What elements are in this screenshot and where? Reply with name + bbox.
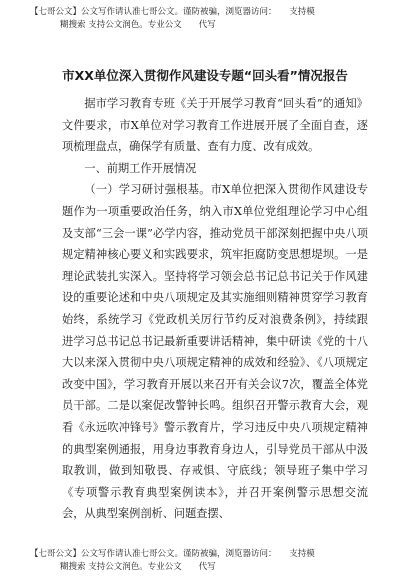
intro-paragraph: 据市学习教育专班《关于开展学习教育“回头看”的通知》文件要求，市X单位对学习教育工作进展开展了全面自查，逐项梳理盘点，确保学有质量、查有力度、改有成效。 bbox=[62, 97, 368, 154]
footer-line-1: 【七哥公文】公文写作请认准七哥公文。谨防被骗，浏览器访问： 支持模 bbox=[30, 549, 315, 559]
section-heading: 一、前期工作开展情况 bbox=[84, 161, 197, 175]
header-line-1: 【七哥公文】公文写作请认准七哥公文。谨防被骗，浏览器访问： 支持模 bbox=[30, 7, 315, 17]
page-header bbox=[30, 6, 390, 32]
document-body bbox=[62, 93, 368, 525]
body-paragraph: （一）学习研讨强根基。市X单位把深入贯彻作风建设专题作为一项重要政治任务，纳入市X单位党组理论学习中心组及支部“三会一课”必学内容，推动党员干部深刻把握中央八项规定精神核心要义和实践要求，筑牢拒腐防变思想堤坝。一是理论武装扎实深入。坚持将学习领会总书记总书记关于作风建设的重要论述和中央八项规定及其实施细则精神贯穿学习教育始终，系统学习《党政机关厉行节约反对浪费条例》，持续跟进学习总书记总书记最新重要讲话精神，集中研读《党的十八大以来深入贯彻中央八项规定精神的成效和经验》、《八项规定改变中国》，学习教育开展以来召开有关会议7次，覆盖全体党员干部。二是以案促改警钟长鸣。组织召开警示教育大会，观看《永远吹冲锋号》警示教育片，学习违反中央八项规定精神的典型案例通报，用身边事教育身边人，引导党员干部从中汲取教训，做到知敬畏、存戒惧、守底线；领导班子集中学习《专项警示教育典型案例读本》，并召开案例警示思想交流会，从典型案例剖析、问题查摆、 bbox=[62, 183, 368, 521]
footer-line-2: 糊搜索 支持公文润色。专业公文 代写 bbox=[60, 562, 216, 572]
document-title: 市XX单位深入贯彻作风建设专题“回头看”情况报告 bbox=[62, 68, 348, 83]
header-line-2: 糊搜索 支持公文润色。专业公文 代写 bbox=[60, 20, 216, 30]
page-footer bbox=[30, 548, 390, 574]
